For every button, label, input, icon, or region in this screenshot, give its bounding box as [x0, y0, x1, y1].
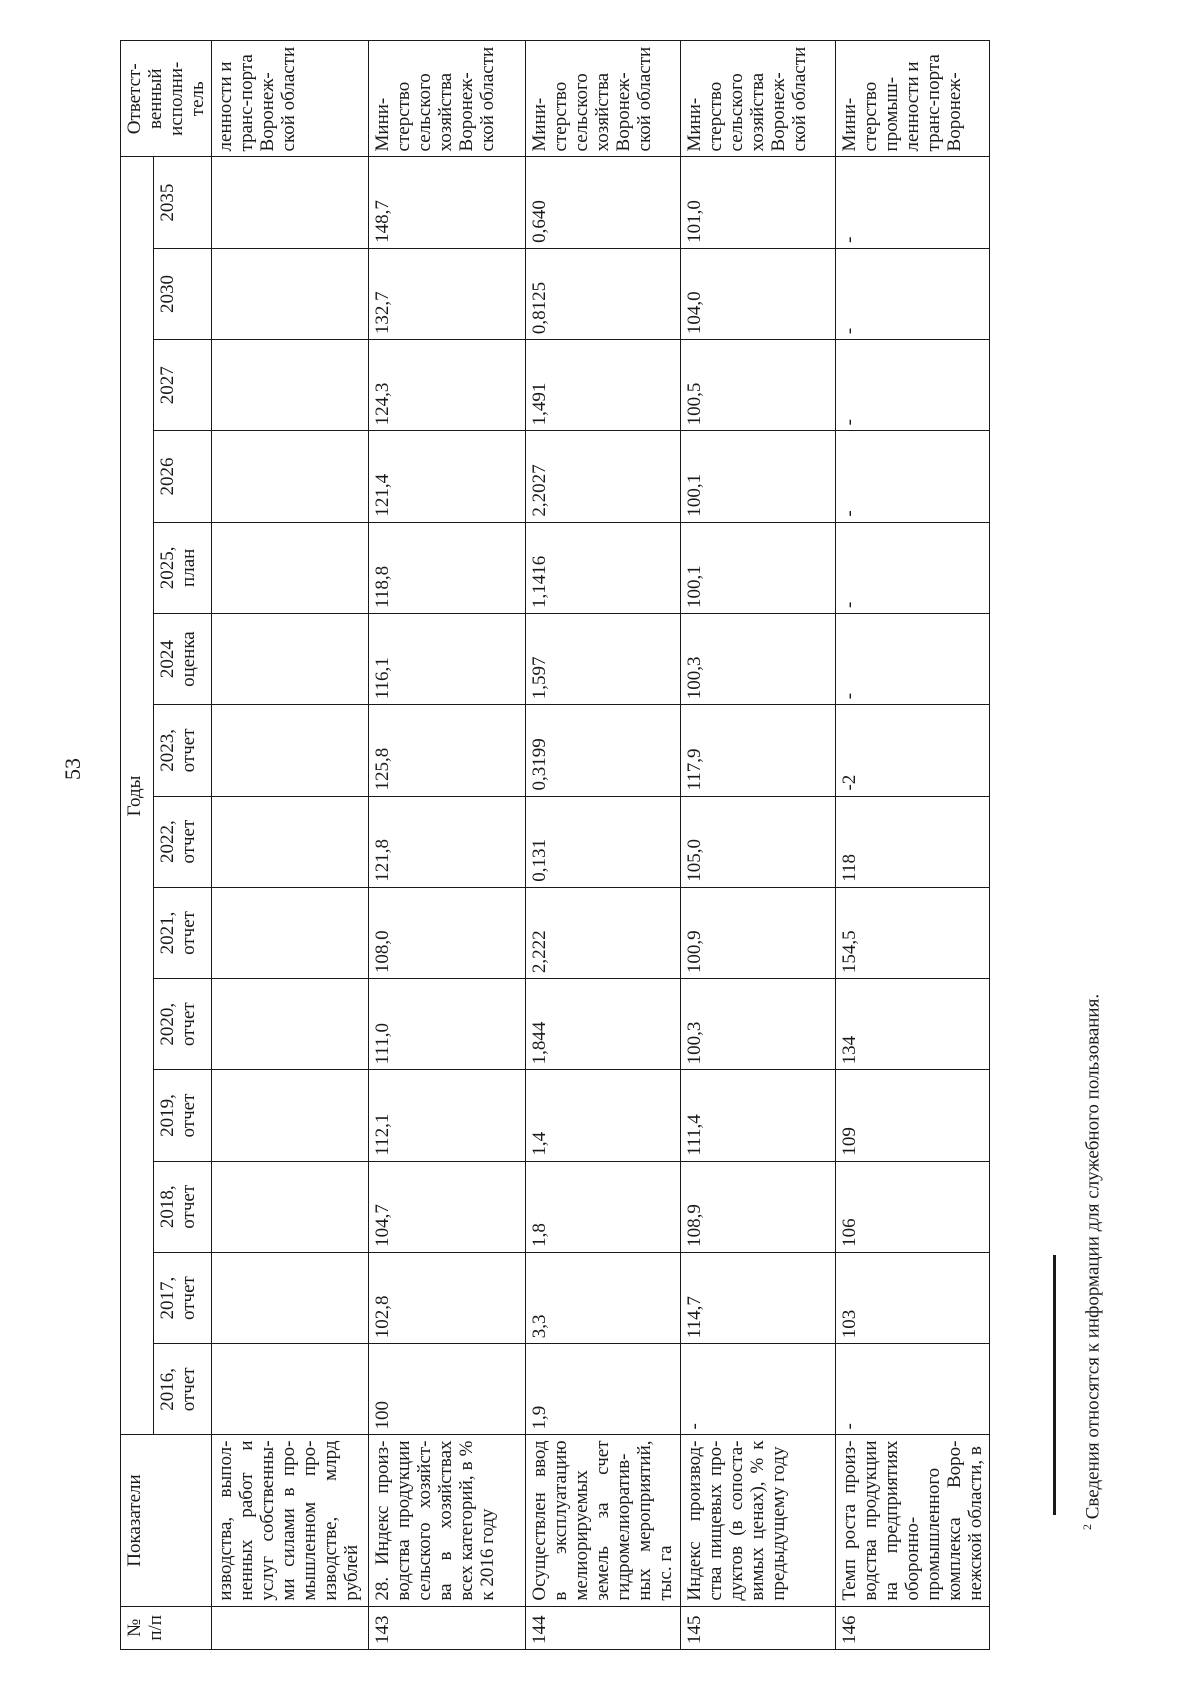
row-number: 145 — [681, 1606, 836, 1649]
value-cell: 108,9 — [681, 1161, 836, 1252]
header-year: 2022, отчет — [154, 796, 212, 887]
value-cell: -2 — [836, 705, 990, 796]
value-cell: 1,1416 — [526, 522, 681, 613]
value-cell — [212, 1344, 369, 1435]
value-cell: 0,640 — [526, 157, 681, 248]
value-cell — [212, 248, 369, 339]
value-cell: - — [836, 613, 990, 704]
value-cell — [212, 887, 369, 978]
header-year: 2025, план — [154, 522, 212, 613]
table-row — [681, 41, 836, 1650]
value-cell: 104,0 — [681, 248, 836, 339]
row-number — [212, 1606, 369, 1649]
value-cell: 103 — [836, 1252, 990, 1343]
indicator-name: Индекс производ-ства пищевых про-дуктов (в сопоста-вимых ценах), % к предыдущему году — [681, 1435, 836, 1606]
header-year: 2021, отчет — [154, 887, 212, 978]
value-cell: 121,4 — [369, 431, 526, 522]
value-cell: 100,1 — [681, 431, 836, 522]
header-year: 2018, отчет — [154, 1161, 212, 1252]
responsible-executor: ленности и транс-порта Воронеж-ской области — [212, 41, 369, 157]
responsible-executor: Мини-стерство сельского хозяйства Воронеж-ской области — [681, 41, 836, 157]
header-indicators: Показатели — [121, 1435, 212, 1606]
value-cell: 0,3199 — [526, 705, 681, 796]
footnote-mark: 2 — [1080, 1524, 1094, 1530]
header-year: 2030 — [154, 248, 212, 339]
header-year: 2020, отчет — [154, 979, 212, 1070]
value-cell: - — [836, 522, 990, 613]
page-number: 53 — [60, 758, 85, 780]
indicator-name: Темп роста произ-водства продукции на предприятиях оборонно-промышленного комплекса Воро-нежской области, в — [836, 1435, 990, 1606]
value-cell: 121,8 — [369, 796, 526, 887]
value-cell — [212, 431, 369, 522]
value-cell: 108,0 — [369, 887, 526, 978]
footnote-separator — [1053, 1255, 1056, 1515]
table-row — [836, 41, 990, 1650]
footnote — [1080, 994, 1104, 1530]
value-cell: - — [836, 248, 990, 339]
value-cell — [212, 1161, 369, 1252]
header-year: 2026 — [154, 431, 212, 522]
value-cell: 132,7 — [369, 248, 526, 339]
value-cell: - — [836, 340, 990, 431]
header-responsible: Ответст-венный исполни-тель — [121, 41, 212, 157]
value-cell: 100,1 — [681, 522, 836, 613]
value-cell: 154,5 — [836, 887, 990, 978]
value-cell: 148,7 — [369, 157, 526, 248]
header-year: 2019, отчет — [154, 1070, 212, 1161]
value-cell: 125,8 — [369, 705, 526, 796]
value-cell: 100,3 — [681, 613, 836, 704]
value-cell — [212, 979, 369, 1070]
value-cell — [212, 340, 369, 431]
value-cell — [212, 705, 369, 796]
value-cell: - — [681, 1344, 836, 1435]
value-cell: 109 — [836, 1070, 990, 1161]
value-cell: 102,8 — [369, 1252, 526, 1343]
value-cell: 3,3 — [526, 1252, 681, 1343]
responsible-executor: Мини-стерство сельского хозяйства Воронеж-ской области — [369, 41, 526, 157]
header-year: 2016, отчет — [154, 1344, 212, 1435]
value-cell — [212, 796, 369, 887]
value-cell: 118,8 — [369, 522, 526, 613]
header-year: 2035 — [154, 157, 212, 248]
header-years: Годы — [121, 157, 154, 1435]
header-year: 2017, отчет — [154, 1252, 212, 1343]
table-row — [212, 41, 369, 1650]
value-cell: 1,9 — [526, 1344, 681, 1435]
row-number: 146 — [836, 1606, 990, 1649]
indicators-table — [120, 40, 990, 1650]
table-body — [212, 41, 990, 1650]
value-cell: 100,9 — [681, 887, 836, 978]
value-cell — [212, 613, 369, 704]
value-cell: 2,222 — [526, 887, 681, 978]
responsible-executor: Мини-стерство промыш-ленности и транс-порта Воронеж- — [836, 41, 990, 157]
indicator-name: изводства, выпол-ненных работ и услуг собственны-ми силами в про-мышленном про-изводстве, млрд рублей — [212, 1435, 369, 1606]
value-cell: 116,1 — [369, 613, 526, 704]
indicator-name: 28. Индекс произ-водства продукции сельского хозяйст-ва в хозяйствах всех категорий, в % к 2016 году — [369, 1435, 526, 1606]
value-cell: - — [836, 157, 990, 248]
value-cell: 104,7 — [369, 1161, 526, 1252]
value-cell — [212, 522, 369, 613]
indicator-name: Осуществлен ввод в эксплуатацию мелиорируемых земель за счет гидромелиоратив-ных мероприятий, тыс. га — [526, 1435, 681, 1606]
value-cell: 1,597 — [526, 613, 681, 704]
header-row-2 — [154, 41, 212, 1650]
value-cell: 100 — [369, 1344, 526, 1435]
table-row — [369, 41, 526, 1650]
value-cell: 1,491 — [526, 340, 681, 431]
value-cell: 118 — [836, 796, 990, 887]
header-num: № п/п — [121, 1606, 212, 1649]
header-year: 2027 — [154, 340, 212, 431]
table-row — [526, 41, 681, 1650]
rotated-table-container — [120, 40, 1180, 1650]
header-row-1 — [121, 41, 154, 1650]
value-cell: 100,3 — [681, 979, 836, 1070]
value-cell: 101,0 — [681, 157, 836, 248]
value-cell: 1,8 — [526, 1161, 681, 1252]
value-cell: 1,4 — [526, 1070, 681, 1161]
value-cell: - — [836, 1344, 990, 1435]
responsible-executor: Мини-стерство сельского хозяйства Воронеж-ской области — [526, 41, 681, 157]
header-year: 2024 оценка — [154, 613, 212, 704]
footnote-text: Сведения относятся к информации для служебного пользования. — [1082, 993, 1104, 1520]
value-cell: 117,9 — [681, 705, 836, 796]
value-cell: 2,2027 — [526, 431, 681, 522]
value-cell — [212, 1252, 369, 1343]
header-year: 2023, отчет — [154, 705, 212, 796]
value-cell: 112,1 — [369, 1070, 526, 1161]
value-cell — [212, 157, 369, 248]
value-cell: 114,7 — [681, 1252, 836, 1343]
value-cell: 111,4 — [681, 1070, 836, 1161]
value-cell: 105,0 — [681, 796, 836, 887]
value-cell: 0,8125 — [526, 248, 681, 339]
row-number: 143 — [369, 1606, 526, 1649]
value-cell: 134 — [836, 979, 990, 1070]
value-cell — [212, 1070, 369, 1161]
value-cell: 1,844 — [526, 979, 681, 1070]
value-cell: 111,0 — [369, 979, 526, 1070]
value-cell: 100,5 — [681, 340, 836, 431]
value-cell: - — [836, 431, 990, 522]
value-cell: 0,131 — [526, 796, 681, 887]
row-number: 144 — [526, 1606, 681, 1649]
value-cell: 124,3 — [369, 340, 526, 431]
value-cell: 106 — [836, 1161, 990, 1252]
